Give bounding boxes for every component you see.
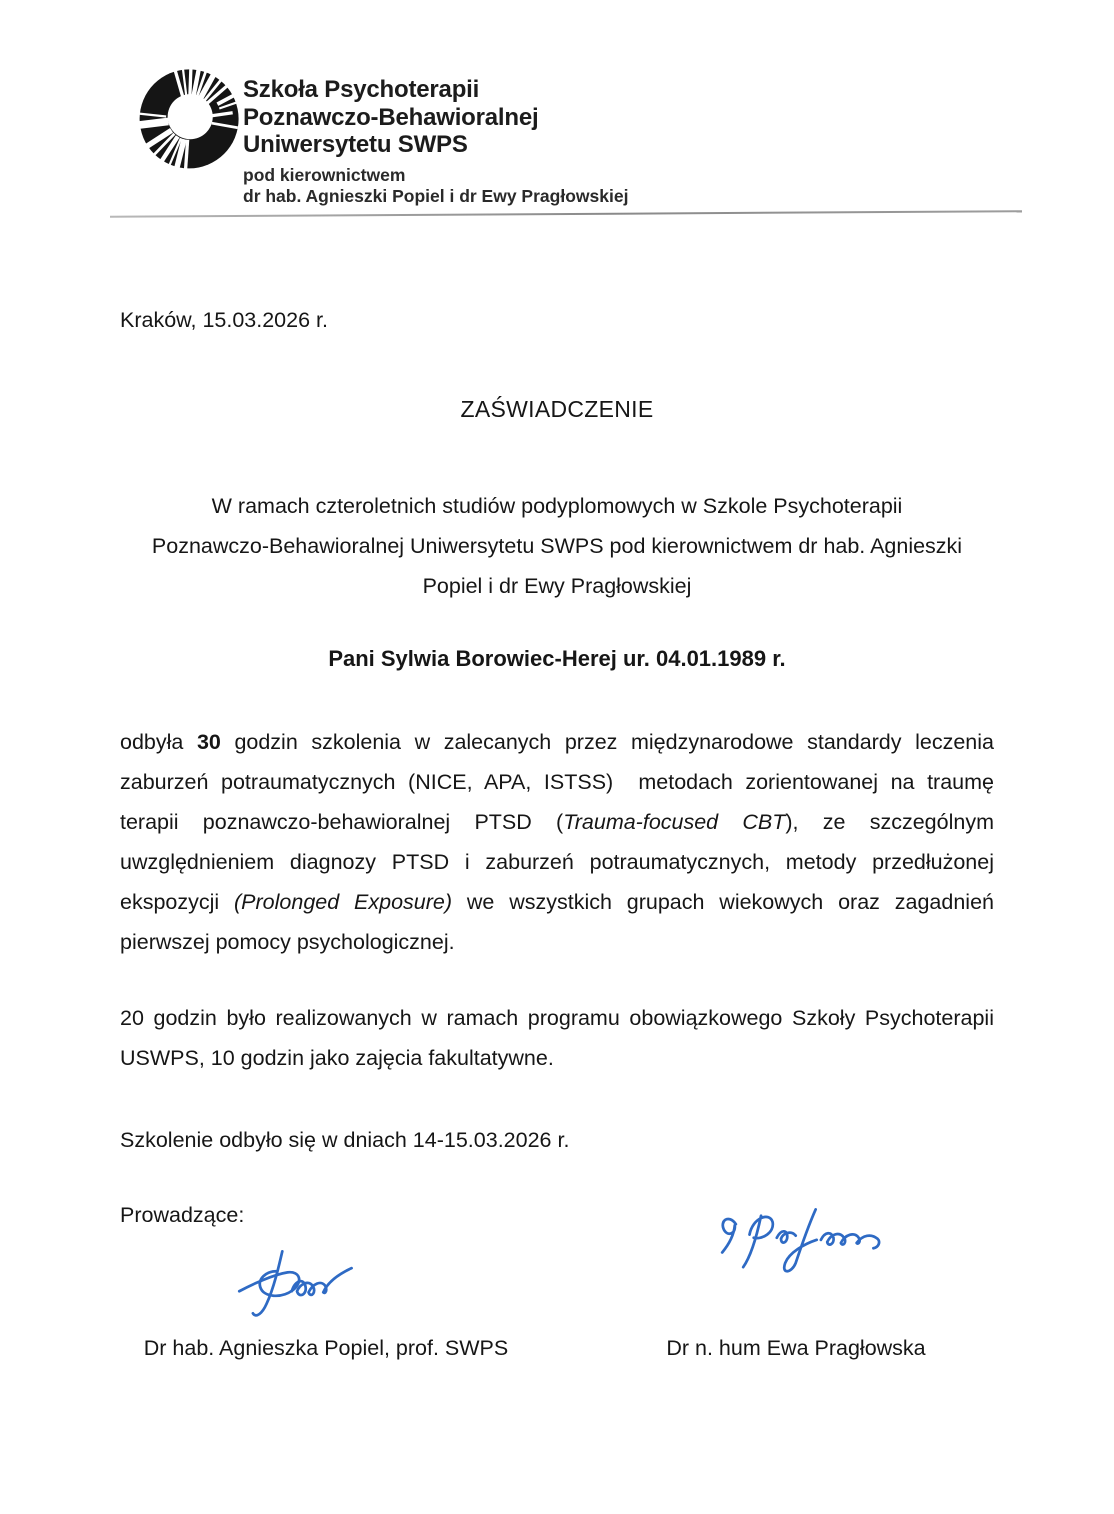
brand-subtitle-line2: dr hab. Agnieszki Popiel i dr Ewy Pragłowskiej	[243, 185, 629, 206]
document-title: ZAŚWIADCZENIE	[460, 396, 654, 422]
body-paragraph-2: 20 godzin było realizowanych w ramach programu obowiązkowego Szkoły Psychoterapii USWPS, 10 godzin jako zajęcia fakultatywne.	[120, 1006, 994, 1070]
brand-name-line1: Szkoła Psychoterapii	[243, 76, 480, 103]
brand-subtitle-line1: pod kierownictwem	[243, 164, 406, 185]
intro-line-3: Popiel i dr Ewy Pragłowskiej	[422, 574, 692, 598]
intro-paragraph	[120, 486, 994, 606]
signer-name-popiel: Dr hab. Agnieszka Popiel, prof. SWPS	[143, 1336, 509, 1360]
p1-seg7: we wszystkich grupach wiekowych oraz zagadnień pierwszej pomocy psychologicznej.	[120, 890, 994, 954]
p1-hours-bold: 30	[196, 730, 221, 754]
brand-name-line2: Poznawczo-Behawioralnej	[243, 103, 539, 131]
p1-seg3: godzin szkolenia w zalecanych przez międzynarodowe standardy leczenia zaburzeń potraumatycznych (NICE, APA, ISTSS) metodach zorientowanej na traumę terapii poznawczo-behawioralnej PTSD (	[120, 730, 994, 834]
signature-popiel-icon	[234, 1248, 360, 1324]
body-paragraph-3: Szkolenie odbyło się w dniach 14-15.03.2026 r.	[120, 1128, 570, 1152]
recipient-line: Pani Sylwia Borowiec-Herej ur. 04.01.1989 r.	[328, 646, 786, 671]
brand-text-block	[243, 76, 628, 207]
swps-logo-icon	[133, 64, 243, 176]
p1-seg1: odbyła	[120, 730, 197, 754]
signer-name-praglowska: Dr n. hum Ewa Pragłowska	[666, 1336, 926, 1360]
p1-prolonged-exposure-italic: (Prolonged Exposure)	[234, 890, 453, 914]
body-paragraph-1	[120, 722, 994, 962]
p1-trauma-focused-cbt-italic: Trauma-focused CBT	[563, 810, 786, 834]
place-date: Kraków, 15.03.2026 r.	[120, 308, 328, 332]
signatures-label: Prowadzące:	[120, 1203, 245, 1227]
header-divider	[110, 210, 1022, 218]
p1-seg5: ), ze szczególnym uwzględnieniem diagnozy PTSD i zaburzeń potraumatycznych, metody przedłużonej ekspozycji	[120, 810, 994, 914]
brand-name-line3: Uniwersytetu SWPS	[243, 131, 468, 158]
signature-praglowska-icon	[718, 1206, 886, 1280]
intro-line-1: W ramach czteroletnich studiów podyplomowych w Szkole Psychoterapii	[211, 494, 903, 518]
intro-line-2: Poznawczo-Behawioralnej Uniwersytetu SWPS pod kierownictwem dr hab. Agnieszki	[151, 534, 963, 558]
